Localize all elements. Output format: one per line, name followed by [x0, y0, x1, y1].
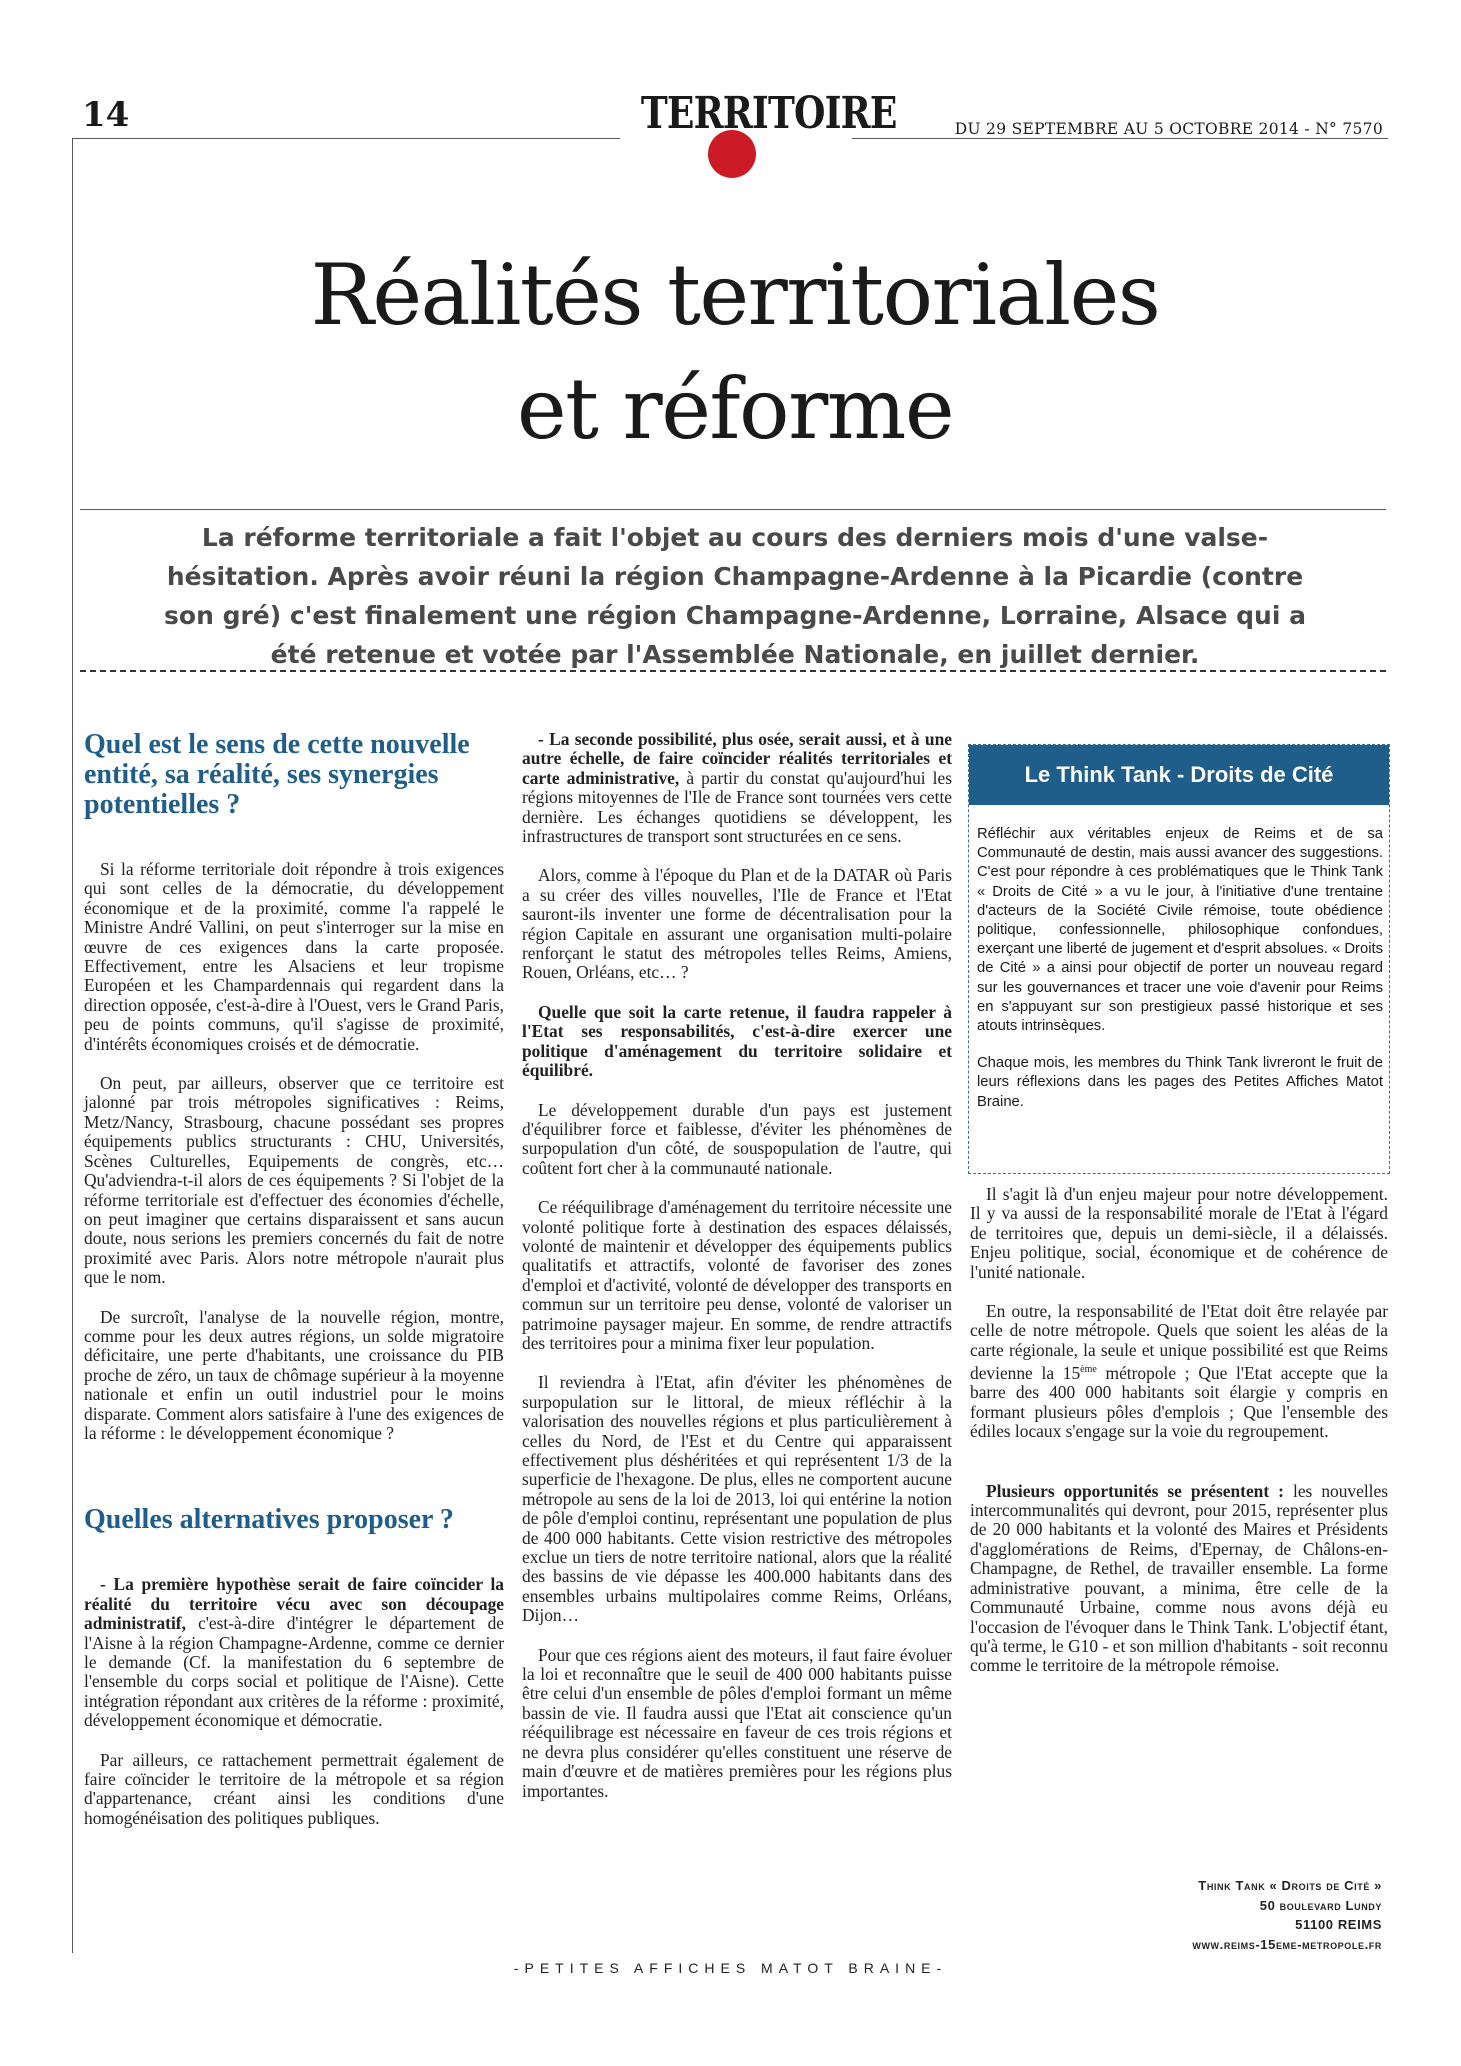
- signature-block: [1060, 1876, 1382, 1954]
- lead-top-rule: [80, 509, 1386, 510]
- box-paragraph: Réfléchir aux véritables enjeux de Reims et de sa Communauté de destin, mais aussi avancer des suggestions. C'est pour répondre à ces problématiques que le Think Tank « Droits de Cité » a vu le jour, à l'initiative d'une trentaine d'acteurs de la Société Civile rémoise, toute obédience politique, confessionnelle, philosophique confondues, exerçant une liberté de jugement et d'esprit absolues. « Droits de Cité » a ainsi pour objectif de porter un nouveau regard sur les gouvernances et tracer une voie d'avenir pour Reims en s'appuyant sur son prestigieux passé historique et ses atouts intrinsèques.: [977, 826, 1383, 1035]
- lead-bottom-dashed-rule: [80, 670, 1386, 672]
- paragraph: On peut, par ailleurs, observer que ce territoire est jalonné par trois métropoles significatives : Reims, Metz/Nancy, Strasbourg, chacune possédant ses propres équipements publics structurants : CHU, Universités, Scènes Culturelles, Equipements de congrès, etc… Qu'adviendra-t-il alors de ces équipements ? Si l'objet de la réforme territoriale est d'effectuer des économies d'échelle, on peut imaginer que certains disparaissent et sans aucun doute, nous serions les premiers concernés du fait de notre proximité avec Paris. Alors notre métropole n'aurait plus que le nom.: [84, 1073, 504, 1288]
- section-heading-alternatives: Quelles alternatives proposer ?: [84, 1504, 454, 1536]
- bold-lead-in: - La seconde possibilité, plus osée, serait aussi, et à une autre échelle, de faire coïncider réalités territoriales et carte administrative,: [522, 729, 952, 788]
- header-rule-right: [852, 138, 1388, 139]
- page-number: 14: [82, 95, 130, 135]
- box-paragraph: Chaque mois, les membres du Think Tank livreront le fruit de leurs réflexions dans les pages des Petites Affiches Matot Braine.: [977, 1055, 1383, 1110]
- paragraph-text: métropole ; Que l'Etat accepte que la barre des 400 000 habitants soit élargie y compris en formant plusieurs pôles d'emplois ; Que l'ensemble des édiles locaux s'engage sur la voie du regroupement.: [970, 1363, 1388, 1442]
- page-footer: -PETITES AFFICHES MATOT BRAINE-: [513, 1960, 948, 1976]
- paragraph-text: les nouvelles intercommunalités qui devront, pour 2015, représenter plus de 20 000 habitants et la volonté des Maires et Présidents d'agglomérations de Reims, d'Epernay, de Châlons-en-Champagne, de Rethel, de travailler ensemble. La forme administrative pouvant, a minima, être celle de la Communauté Urbaine, comme nous avons déjà eu l'occasion de l'évoquer dans le Think Tank. L'objectif étant, qu'à terme, le G10 - et son million d'habitants - soit reconnu comme le territoire de la métropole rémoise.: [970, 1480, 1388, 1676]
- think-tank-box: [968, 744, 1390, 1174]
- bold-lead-in: Plusieurs opportunités se présentent :: [986, 1480, 1284, 1501]
- bold-statement: Quelle que soit la carte retenue, il faudra rappeler à l'Etat ses responsabilités, c'est-à-dire exercer une politique d'aménagement du territoire solidaire et équilibré.: [522, 1001, 952, 1081]
- box-body: [977, 825, 1383, 1130]
- paragraph: [522, 1003, 952, 1081]
- bold-lead-in: - La première hypothèse serait de faire coïncider la réalité du territoire vécu avec son découpage administratif,: [84, 1574, 504, 1634]
- paragraph-text: à partir du constat qu'aujourd'hui les régions mitoyennes de l'Ile de France sont tournées vers cette dernière. Les échanges quotidiens se développent, les infrastructures de transport sont structurées en ce sens.: [522, 767, 953, 847]
- column-1: [84, 730, 504, 1848]
- article-title: [140, 238, 1330, 466]
- paragraph: Pour que ces régions aient des moteurs, il faut faire évoluer la loi et reconnaître que le seuil de 400 000 habitants puisse être celui d'un ensemble de pôles d'emploi formant un même bassin de vie. Il faudra aussi que l'Etat ait conscience qu'un rééquilibrage est nécessaire en faveur de ces trois régions et ne devra plus considérer qu'elles constituent une réserve de main d'œuvre et de matières premières pour les régions plus importantes.: [522, 1644, 952, 1801]
- paragraph: De surcroît, l'analyse de la nouvelle région, montre, comme pour les deux autres régions, un solde migratoire déficitaire, une perte d'habitants, une croissance du PIB proche de zéro, un taux de chômage supérieur à la moyenne nationale et enfin un outil industriel pour le moins disparate. Comment alors satisfaire à l'une des exigences de la réforme : le développement économique ?: [84, 1306, 504, 1443]
- rubric-label: TERRITOIRE: [640, 88, 897, 139]
- superscript: ème: [1080, 1364, 1097, 1376]
- article-lead: La réforme territoriale a fait l'objet au cours des derniers mois d'une valse-hésitation. Après avoir réuni la région Champagne-Ardenne à la Picardie (contre son gré) c'est finalement une région Champagne-Ardenne, Lorraine, Alsace qui a été retenue et votée par l'Assemblée Nationale, en juillet dernier.: [164, 523, 1306, 669]
- paragraph: Le développement durable d'un pays est justement d'équilibrer force et faiblesse, d'éviter les phénomènes de surpopulation d'un côté, de souspopulation de l'autre, qui coûtent fort cher à la communauté nationale.: [522, 1099, 952, 1178]
- paragraph-text: c'est-à-dire d'intégrer le département de l'Aisne à la région Champagne-Ardenne, comme ce dernier le demande (Cf. la manifestation du 6 septembre de l'ensemble du corps social et politique de l'Aisne). Cette intégration répondant aux critères de la réforme : proximité, développement économique et démocratie.: [84, 1613, 504, 1731]
- paragraph: Il reviendra à l'Etat, afin d'éviter les phénomènes de surpopulation sur le littoral, de mieux réfléchir à la valorisation des nouvelles régions et plus particulièrement à celles du Nord, de l'Est et du Centre qui apparaissent effectivement plus déshéritées et qui représentent 1/3 de la superficie de l'hexagone. De plus, elles ne comportent aucune métropole au sens de la loi de 2013, loi qui entérine la notion de pôle d'emploi continu, représentant une population de plus de 400 000 habitants. Cette vision restrictive des métropoles exclue un tiers de notre territoire national, alors que la réalité des bassins de vie dépasse les 400.000 habitants dans des ensembles urbains multipolaires comme Reims, Orléans, Dijon…: [522, 1372, 952, 1626]
- paragraph: Par ailleurs, ce rattachement permettrait également de faire coïncider le territoire de la métropole et sa région d'appartenance, créant ainsi les conditions d'une homogénéisation des politiques publiques.: [84, 1749, 504, 1828]
- header-rule-left: [72, 138, 620, 139]
- paragraph: [970, 1302, 1388, 1442]
- page-left-rule: [72, 138, 73, 1953]
- issue-dateline: DU 29 SEPTEMBRE AU 5 OCTOBRE 2014 - N° 7570: [954, 120, 1383, 138]
- column-3: [970, 1185, 1388, 1696]
- paragraph: [522, 730, 952, 846]
- signature-name: Think Tank « Droits de Cité »: [1198, 1878, 1382, 1893]
- title-line-2: et réforme: [516, 360, 954, 458]
- paragraph: Ce rééquilibrage d'aménagement du territoire nécessite une volonté politique forte à destination des espaces délaissés, volonté de maintenir et développer des équipements publics qualitatifs et attractifs, volonté de favoriser des zones d'emploi et d'activité, volonté de développer des transports en commun sur un territoire peu dense, volonté de valoriser un patrimoine paysager majeur. En somme, de rendre attractifs des territoires pour a minima fixer leur population.: [522, 1197, 952, 1353]
- signature-website: www.reims-15eme-metropole.fr: [1192, 1936, 1382, 1952]
- paragraph: Il s'agit là d'un enjeu majeur pour notre développement. Il y va aussi de la responsabilité morale de l'Etat à l'égard de territoires que, depuis un demi-siècle, il a délaissés. Enjeu politique, social, économique et de cohérence de l'unité nationale.: [970, 1184, 1388, 1282]
- section-rubric: [620, 88, 897, 176]
- signature-street: 50 boulevard Lundy: [1259, 1897, 1382, 1913]
- paragraph: [84, 1575, 504, 1730]
- box-title: Le Think Tank - Droits de Cité: [969, 745, 1389, 805]
- paragraph: [970, 1482, 1388, 1676]
- title-line-1: Réalités territoriales: [310, 246, 1160, 344]
- signature-city: 51100 REIMS: [1295, 1917, 1382, 1932]
- paragraph: Si la réforme territoriale doit répondre à trois exigences qui sont celles de la démocratie, du développement économique et de la proximité, comme l'a rappelé le Ministre André Vallini, on peut s'interroger sur la mise en œuvre de ces exigences dans la carte proposée. Effectivement, entre les Alsaciens et leur tropisme Européen et les Champardennais qui regardent dans la direction opposée, c'est-à-dire à l'Ouest, vers le Grand Paris, peu de points communs, qu'il s'agisse de proximité, d'intérêts économiques croisés et de démocratie.: [84, 859, 504, 1054]
- column-2: [522, 730, 952, 1821]
- paragraph-text: En outre, la responsabilité de l'Etat doit être relayée par celle de notre métropole. Quels que soient les aléas de la carte régionale, la seule et unique possibilité est que Reims devienne la 15: [970, 1301, 1388, 1384]
- section-heading-sens: Quel est le sens de cette nouvelle entité, sa réalité, ses synergies potentielles ?: [84, 729, 470, 820]
- paragraph: Alors, comme à l'époque du Plan et de la DATAR où Paris a su créer des villes nouvelles, l'Ile de France et l'Etat sauront-ils inventer une forme de décentralisation pour la région Capitale en assurant une organisation multi-polaire renforçant le statut des métropoles telles Reims, Amiens, Rouen, Orléans, etc… ?: [522, 865, 952, 983]
